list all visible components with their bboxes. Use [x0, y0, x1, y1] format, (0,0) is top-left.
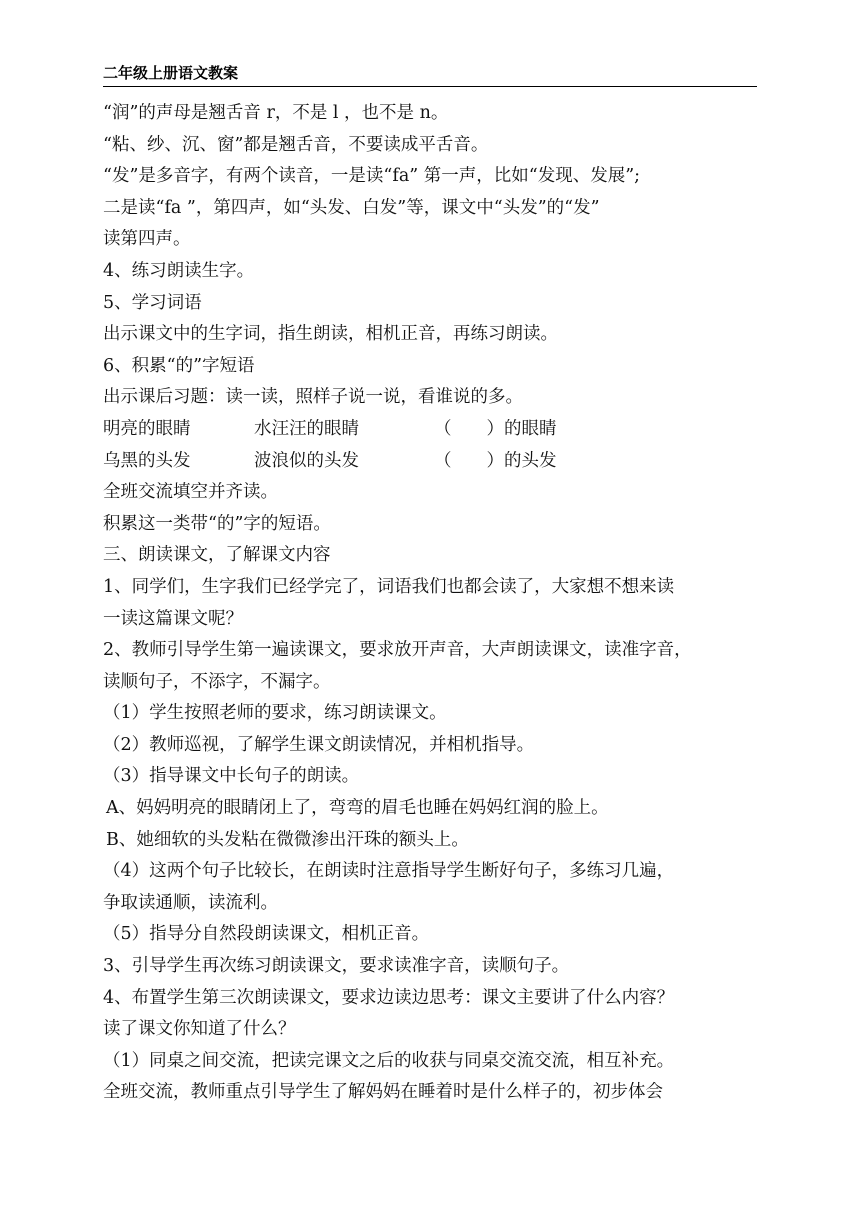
text-line: 二是读“fa ”，第四声，如“头发、白发”等，课文中“头发”的“发” — [103, 197, 600, 218]
text-line: 一读这篇课文呢？ — [103, 608, 243, 629]
header-title: 二年级上册语文教案 — [103, 64, 239, 82]
text-line: “发”是多音字，有两个读音，一是读“fa” 第一声，比如“发现、发展”; — [103, 166, 641, 187]
phrase-cell: 乌黑的头发 — [103, 450, 191, 471]
phrase-row — [103, 446, 759, 478]
text-line: 全班交流填空并齐读。 — [103, 482, 278, 503]
text-line: “润”的声母是翘舌音 r，不是 l ，也不是 n。 — [103, 103, 449, 123]
text-line: 读顺句子，不添字，不漏字。 — [103, 671, 331, 692]
phrase-row — [103, 414, 759, 446]
section-heading: 三、朗读课文，了解课文内容 — [103, 545, 331, 566]
phrase-cell: 水汪汪的眼睛 — [254, 418, 359, 439]
page-header — [103, 64, 757, 87]
text-line: （2）教师巡视，了解学生课文朗读情况，并相机指导。 — [103, 734, 535, 755]
text-line: 6、积累“的”字短语 — [103, 355, 255, 376]
text-line: （5）指导分自然段朗读课文，相机正音。 — [103, 924, 430, 945]
text-line: 争取读通顺，读流利。 — [103, 892, 278, 913]
text-line: 读了课文你知道了什么？ — [103, 1019, 296, 1040]
text-line: 3、引导学生再次练习朗读课文，要求读准字音，读顺句子。 — [103, 956, 570, 977]
text-line: 读第四声。 — [103, 229, 191, 250]
text-line: （3）指导课文中长句子的朗读。 — [103, 766, 360, 787]
text-line: （1）学生按照老师的要求，练习朗读课文。 — [103, 703, 447, 724]
text-line: 1、同学们，生字我们已经学完了，词语我们也都会读了，大家想不想来读 — [103, 576, 675, 597]
text-line: 2、教师引导学生第一遍读课文，要求放开声音，大声朗读课文，读准字音， — [103, 640, 692, 661]
text-line: A、妈妈明亮的眼睛闭上了，弯弯的眉毛也睡在妈妈红润的脸上。 — [106, 798, 609, 819]
text-line: （4）这两个句子比较长，在朗读时注意指导学生断好句子，多练习几遍， — [103, 861, 675, 882]
text-line: 5、学习词语 — [103, 292, 202, 313]
text-line: 出示课后习题：读一读，照样子说一说，看谁说的多。 — [103, 387, 523, 408]
text-line: 全班交流，教师重点引导学生了解妈妈在睡着时是什么样子的，初步体会 — [103, 1082, 663, 1103]
document-body — [103, 98, 759, 1109]
text-line: 4、布置学生第三次朗读课文，要求边读边思考：课文主要讲了什么内容？ — [103, 987, 675, 1008]
text-line: （1）同桌之间交流，把读完课文之后的收获与同桌交流交流，相互补充。 — [103, 1050, 675, 1071]
phrase-blank-cell: （ ）的头发 — [434, 450, 557, 471]
text-line: 积累这一类带“的”字的短语。 — [103, 513, 331, 534]
phrase-cell: 明亮的眼睛 — [103, 418, 191, 439]
phrase-blank-cell: （ ）的眼睛 — [434, 418, 557, 439]
text-line: 4、练习朗读生字。 — [103, 260, 255, 281]
text-line: B、她细软的头发粘在微微渗出汗珠的额头上。 — [106, 829, 469, 850]
phrase-cell: 波浪似的头发 — [254, 450, 359, 471]
text-line: 出示课文中的生字词，指生朗读，相机正音，再练习朗读。 — [103, 324, 558, 345]
text-line: “粘、纱、沉、窗”都是翘舌音，不要读成平舌音。 — [103, 134, 489, 155]
